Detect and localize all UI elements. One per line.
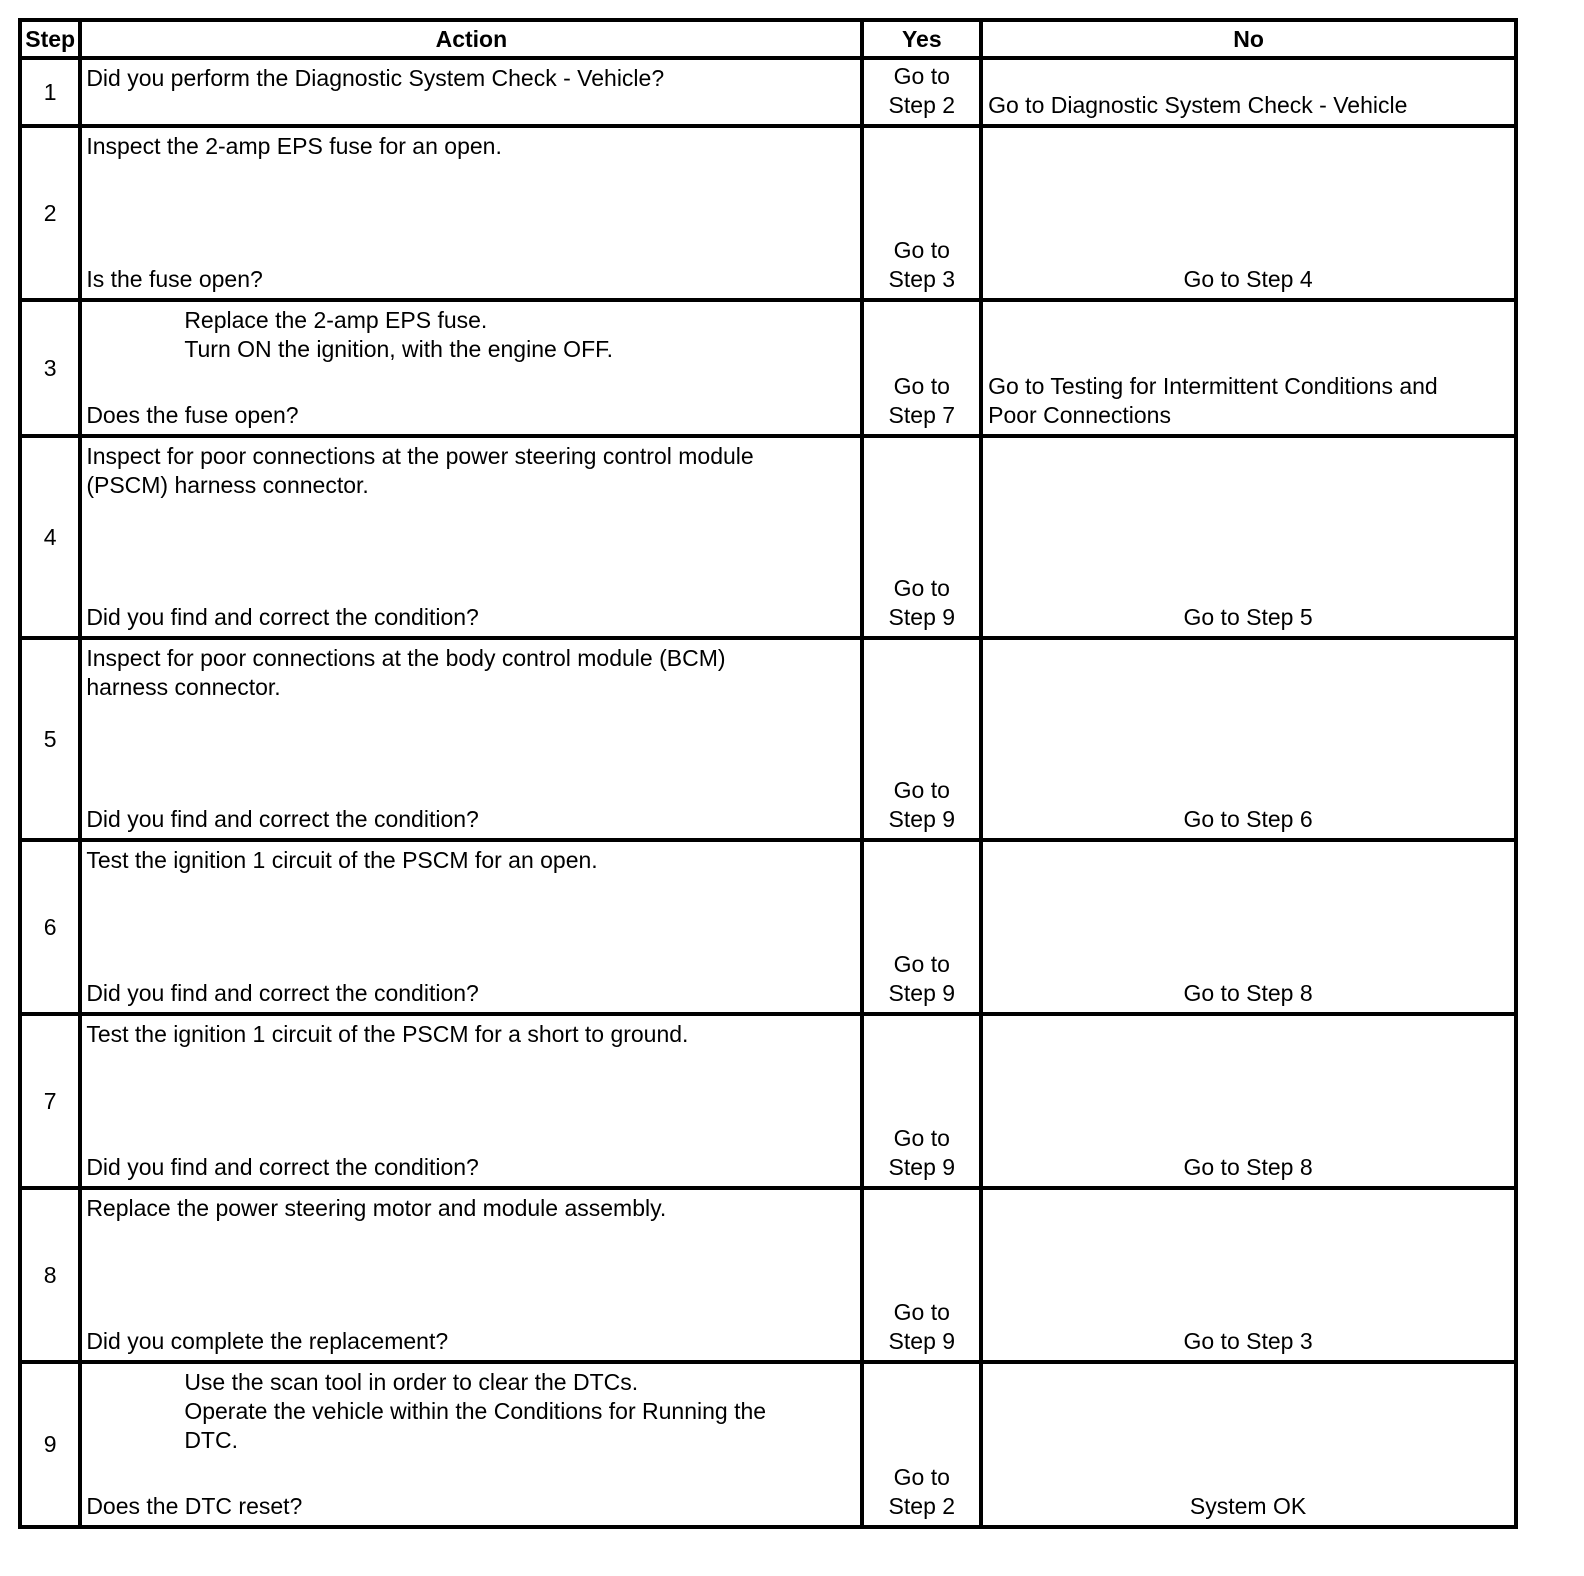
action-cell [80, 638, 862, 840]
yes-line: Go to [893, 373, 950, 399]
no-cell [981, 436, 1516, 638]
action-question: Did you find and correct the condition? [86, 604, 479, 630]
yes-line: Step 9 [888, 604, 956, 630]
action-line: DTC. [184, 1427, 238, 1453]
step-number: 9 [20, 1362, 80, 1527]
yes-cell [862, 1014, 981, 1188]
yes-line: Step 9 [888, 980, 956, 1006]
action-question: Does the fuse open? [86, 402, 299, 428]
action-line: harness connector. [86, 674, 281, 700]
yes-line: Go to [893, 1299, 950, 1325]
step-number: 3 [20, 300, 80, 436]
table-row-step-8 [20, 1188, 1516, 1362]
yes-line: Step 2 [888, 1493, 956, 1519]
table-row-step-4 [20, 436, 1516, 638]
action-cell [80, 126, 862, 300]
no-line: Go to Step 8 [1183, 1154, 1313, 1180]
no-cell [981, 126, 1516, 300]
action-line: Inspect for poor connections at the power steering control module [86, 443, 754, 469]
action-line: Replace the 2-amp EPS fuse. [184, 307, 488, 333]
action-question: Did you find and correct the condition? [86, 1154, 479, 1180]
action-line: Turn ON the ignition, with the engine OFF. [184, 336, 614, 362]
table-row-step-1 [20, 58, 1516, 126]
step-number: 4 [20, 436, 80, 638]
no-line: Poor Connections [988, 402, 1171, 428]
no-cell [981, 1362, 1516, 1527]
yes-line: Go to [893, 237, 950, 263]
yes-cell [862, 840, 981, 1014]
no-line: Go to Step 4 [1183, 266, 1313, 292]
action-cell [80, 300, 862, 436]
action-cell [80, 436, 862, 638]
no-cell [981, 300, 1516, 436]
action-line: Did you perform the Diagnostic System Check - Vehicle? [86, 65, 665, 91]
action-line: Inspect the 2-amp EPS fuse for an open. [86, 133, 502, 159]
step-number: 5 [20, 638, 80, 840]
action-question: Does the DTC reset? [86, 1493, 303, 1519]
table-row-step-2 [20, 126, 1516, 300]
action-line: Replace the power steering motor and module assembly. [86, 1195, 667, 1221]
action-question: Did you find and correct the condition? [86, 806, 479, 832]
no-cell [981, 638, 1516, 840]
no-line: Go to Step 6 [1183, 806, 1313, 832]
action-line: Operate the vehicle within the Conditions for Running the [184, 1398, 767, 1424]
no-line: Go to Step 8 [1183, 980, 1313, 1006]
yes-cell [862, 58, 981, 126]
header-row [20, 20, 1516, 58]
no-line: Go to Step 3 [1183, 1328, 1313, 1354]
no-line: System OK [1189, 1493, 1307, 1519]
action-cell [80, 1188, 862, 1362]
no-cell [981, 1188, 1516, 1362]
no-cell [981, 1014, 1516, 1188]
step-number: 6 [20, 840, 80, 1014]
yes-cell [862, 126, 981, 300]
action-line: (PSCM) harness connector. [86, 472, 369, 498]
yes-line: Step 7 [888, 402, 956, 428]
table-row-step-5 [20, 638, 1516, 840]
action-line: Test the ignition 1 circuit of the PSCM for a short to ground. [86, 1021, 689, 1047]
no-line: Go to Step 5 [1183, 604, 1313, 630]
action-line: Use the scan tool in order to clear the DTCs. [184, 1369, 639, 1395]
yes-line: Go to [893, 575, 950, 601]
yes-line: Go to [893, 777, 950, 803]
action-line: Inspect for poor connections at the body control module (BCM) [86, 645, 726, 671]
action-question: Did you complete the replacement? [86, 1328, 449, 1354]
header-action: Action [80, 20, 862, 58]
step-number: 8 [20, 1188, 80, 1362]
yes-cell [862, 638, 981, 840]
step-number: 1 [20, 58, 80, 126]
yes-cell [862, 436, 981, 638]
yes-line: Step 9 [888, 806, 956, 832]
yes-line: Go to [893, 951, 950, 977]
yes-line: Step 3 [888, 266, 956, 292]
no-cell [981, 58, 1516, 126]
header-no: No [981, 20, 1516, 58]
no-cell [981, 840, 1516, 1014]
action-line: Test the ignition 1 circuit of the PSCM for an open. [86, 847, 598, 873]
action-cell [80, 840, 862, 1014]
action-cell [80, 58, 862, 126]
action-cell [80, 1362, 862, 1527]
step-number: 2 [20, 126, 80, 300]
yes-line: Step 2 [888, 92, 956, 118]
step-number: 7 [20, 1014, 80, 1188]
header-step: Step [20, 20, 80, 58]
yes-line: Go to [893, 1125, 950, 1151]
yes-cell [862, 1188, 981, 1362]
table-row-step-3 [20, 300, 1516, 436]
no-line: Go to Diagnostic System Check - Vehicle [988, 92, 1408, 118]
table-row-step-7 [20, 1014, 1516, 1188]
action-question: Did you find and correct the condition? [86, 980, 479, 1006]
yes-cell [862, 300, 981, 436]
yes-cell [862, 1362, 981, 1527]
header-yes: Yes [862, 20, 981, 58]
action-cell [80, 1014, 862, 1188]
no-line: Go to Testing for Intermittent Conditions and [988, 373, 1438, 399]
diagnostic-table [18, 18, 1518, 1529]
yes-line: Step 9 [888, 1154, 956, 1180]
table-row-step-9 [20, 1362, 1516, 1527]
yes-line: Go to [893, 1464, 950, 1490]
yes-line: Step 9 [888, 1328, 956, 1354]
table-row-step-6 [20, 840, 1516, 1014]
yes-line: Go to [893, 63, 950, 89]
action-question: Is the fuse open? [86, 266, 263, 292]
